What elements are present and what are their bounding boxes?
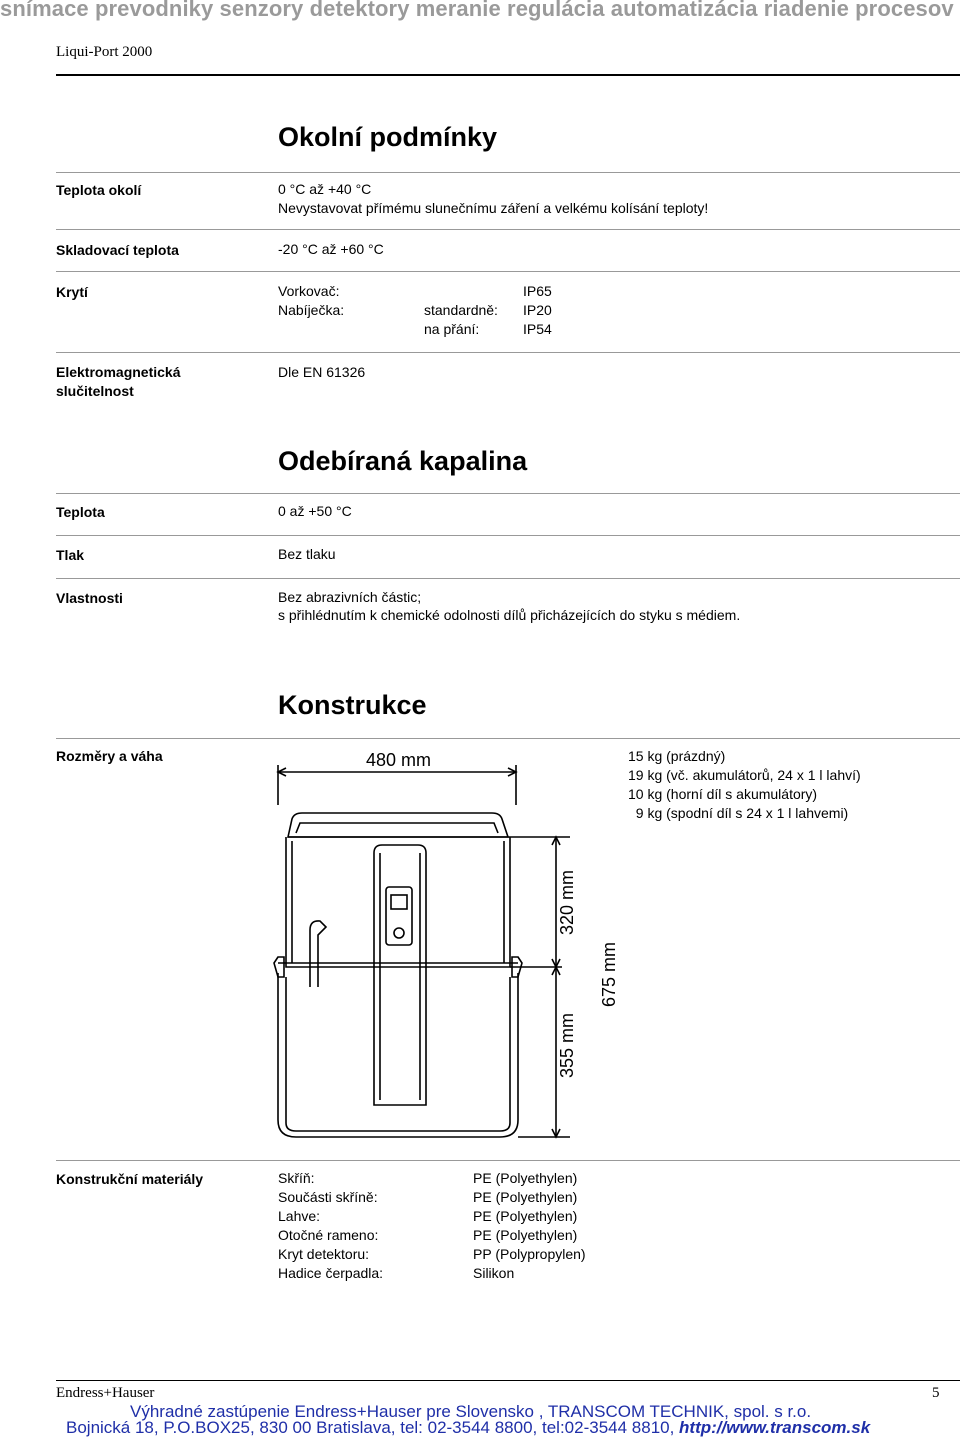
lid-outline (288, 813, 508, 837)
material-value: PE (Polyethylen) (473, 1208, 578, 1224)
divider (56, 1160, 960, 1161)
divider (56, 172, 960, 173)
weight-line: 19 kg (vč. akumulátorů, 24 x 1 l lahví) (628, 767, 861, 783)
divider (56, 738, 960, 739)
handle (310, 921, 326, 987)
liquid-temp-label: Teplota (56, 504, 105, 520)
terminal-value: IP65 (523, 283, 552, 299)
material-part: Kryt detektoru: (278, 1246, 370, 1262)
divider (56, 352, 960, 353)
pressure-value: Bez tlaku (278, 546, 336, 562)
material-part: Lahve: (278, 1208, 321, 1224)
material-value: PE (Polyethylen) (473, 1189, 578, 1205)
footer-url-link[interactable]: http://www.transcom.sk (679, 1418, 871, 1437)
emc-label-line2: slučitelnost (56, 383, 134, 399)
properties-value-line2: s přihlédnutím k chemické odolnosti dílů přicházejících do styku s médiem. (278, 607, 741, 623)
emc-value: Dle EN 61326 (278, 364, 366, 380)
storage-temp-value: -20 °C až +60 °C (278, 241, 384, 257)
charger-std-value: IP20 (523, 302, 552, 318)
charger-std-label: standardně: (424, 302, 498, 318)
section-title-liquid: Odebíraná kapalina (278, 446, 528, 476)
material-value: PP (Polypropylen) (473, 1246, 586, 1262)
upper-dimension-text: 320 mm (557, 869, 577, 935)
page-banner: snímace prevodniky senzory detektory meranie regulácia automatizácia riadenie procesov (0, 0, 954, 21)
material-value: PE (Polyethylen) (473, 1227, 578, 1243)
charger-label: Nabíječka: (278, 302, 345, 318)
material-part: Otočné rameno: (278, 1227, 379, 1243)
ambient-temp-note: Nevystavovat přímému slunečnímu záření a velkému kolísání teploty! (278, 200, 709, 216)
page-number: 5 (932, 1385, 940, 1401)
material-value: Silikon (473, 1265, 515, 1281)
materials-label: Konstrukční materiály (56, 1171, 204, 1187)
total-dimension-text: 675 mm (599, 941, 619, 1007)
charger-opt-label: na přání: (424, 321, 480, 337)
storage-temp-label: Skladovací teplota (56, 242, 179, 258)
dimensions-label: Rozměry a váha (56, 748, 163, 764)
section-title-construction: Konstrukce (278, 690, 427, 720)
emc-label-line1: Elektromagnetická (56, 364, 181, 380)
width-dimension-text: 480 mm (366, 750, 432, 770)
ambient-temp-value: 0 °C až +40 °C (278, 181, 372, 197)
power-icon (394, 928, 404, 938)
properties-label: Vlastnosti (56, 590, 123, 606)
material-value: PE (Polyethylen) (473, 1170, 578, 1186)
terminal-label: Vorkovač: (278, 283, 340, 299)
header-rule (56, 74, 960, 76)
divider (56, 535, 960, 536)
footer-address: Bojnická 18, P.O.BOX25, 830 00 Bratislava, tel: 02-3544 8800, tel:02-3544 8810, http://www.transcom.sk (66, 1418, 871, 1437)
footer-representation: Výhradné zastúpenie Endress+Hauser pre Slovensko , TRANSCOM TECHNIK, spol. s r.o. (130, 1402, 812, 1421)
front-panel (374, 845, 426, 1105)
liquid-temp-value: 0 až +50 °C (278, 503, 352, 519)
lower-dimension-text: 355 mm (557, 1012, 577, 1078)
properties-value-line1: Bez abrazivních částic; (278, 589, 422, 605)
material-part: Součásti skříně: (278, 1189, 378, 1205)
section-title-ambient: Okolní podmínky (278, 122, 498, 152)
device-dimension-drawing (270, 745, 630, 1145)
material-part: Skříň: (278, 1170, 315, 1186)
material-part: Hadice čerpadla: (278, 1265, 384, 1281)
divider (56, 578, 960, 579)
weight-line: 10 kg (horní díl s akumulátory) (628, 786, 818, 802)
footer-rule (56, 1380, 960, 1381)
ambient-temp-label: Teplota okolí (56, 182, 142, 198)
protection-label: Krytí (56, 284, 88, 300)
pressure-label: Tlak (56, 547, 85, 563)
divider (56, 229, 960, 230)
document-name: Liqui-Port 2000 (56, 44, 153, 60)
divider (56, 271, 960, 272)
charger-opt-value: IP54 (523, 321, 552, 337)
divider (56, 493, 960, 494)
weight-line: 15 kg (prázdný) (628, 748, 726, 764)
weight-line: 9 kg (spodní díl s 24 x 1 l lahvemi) (628, 805, 849, 821)
footer-brand: Endress+Hauser (56, 1385, 155, 1401)
